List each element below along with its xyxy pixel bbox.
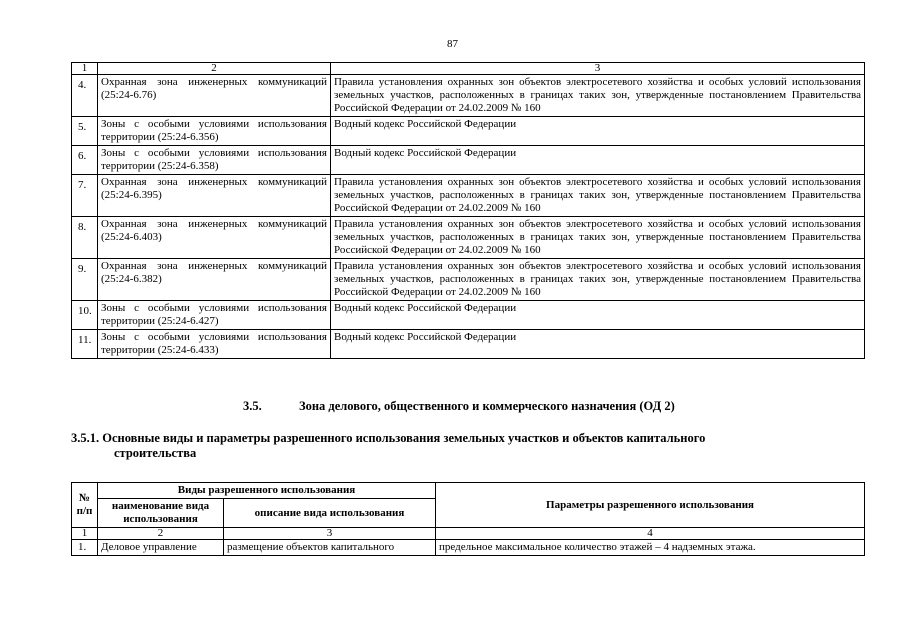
use-parameters: предельное максимальное количество этажей – 4 надземных этажа. bbox=[436, 540, 865, 556]
row-number: 7. bbox=[72, 175, 98, 217]
table-header-row bbox=[72, 483, 865, 499]
zone-name: Охранная зона инженерных коммуникаций (25:24-6.395) bbox=[98, 175, 331, 217]
zone-name: Охранная зона инженерных коммуникаций (25:24-6.382) bbox=[98, 259, 331, 301]
table-header-row bbox=[72, 63, 865, 75]
table-row bbox=[72, 217, 865, 259]
legal-basis: Водный кодекс Российской Федерации bbox=[331, 146, 865, 175]
header-kinds-of-use: Виды разрешенного использования bbox=[98, 483, 436, 499]
row-number: 5. bbox=[72, 117, 98, 146]
row-number: 8. bbox=[72, 217, 98, 259]
table-row bbox=[72, 330, 865, 359]
subsection-title-line1: Основные виды и параметры разрешенного использования земельных участков и объектов капитального bbox=[102, 431, 706, 445]
header-parameters: Параметры разрешенного использования bbox=[436, 483, 865, 528]
use-description: размещение объектов капитального bbox=[224, 540, 436, 556]
zone-name: Охранная зона инженерных коммуникаций (25:24-6.403) bbox=[98, 217, 331, 259]
table-row bbox=[72, 146, 865, 175]
column-number: 2 bbox=[98, 63, 331, 75]
subsection-title-line2: строительства bbox=[114, 446, 197, 460]
legal-basis: Водный кодекс Российской Федерации bbox=[331, 330, 865, 359]
subsection-number: 3.5.1. bbox=[71, 431, 100, 445]
header-kind-name: наименование вида использования bbox=[98, 499, 224, 528]
column-number: 4 bbox=[436, 528, 865, 540]
table-row bbox=[72, 540, 865, 556]
column-number: 2 bbox=[98, 528, 224, 540]
permitted-use-table bbox=[71, 482, 865, 556]
column-number: 1 bbox=[72, 528, 98, 540]
zone-name: Зоны с особыми условиями использования территории (25:24-6.356) bbox=[98, 117, 331, 146]
zone-name: Зоны с особыми условиями использования территории (25:24-6.433) bbox=[98, 330, 331, 359]
page-number: 87 bbox=[447, 38, 458, 50]
column-number: 1 bbox=[72, 63, 98, 75]
column-number: 3 bbox=[331, 63, 865, 75]
row-number: 1. bbox=[72, 540, 98, 556]
table-row bbox=[72, 75, 865, 117]
restrictions-table bbox=[71, 62, 865, 359]
legal-basis: Правила установления охранных зон объектов электросетевого хозяйства и особых условий использования земельных участков, расположенных в границах таких зон, утвержденные постановлением Правительства Российской Федерации от 24.02.2009 № 160 bbox=[331, 259, 865, 301]
header-kind-description: описание вида использования bbox=[224, 499, 436, 528]
zone-name: Зоны с особыми условиями использования территории (25:24-6.427) bbox=[98, 301, 331, 330]
zone-name: Зоны с особыми условиями использования территории (25:24-6.358) bbox=[98, 146, 331, 175]
column-number: 3 bbox=[224, 528, 436, 540]
table-row bbox=[72, 301, 865, 330]
legal-basis: Правила установления охранных зон объектов электросетевого хозяйства и особых условий использования земельных участков, расположенных в границах таких зон, утвержденные постановлением Правительства Российской Федерации от 24.02.2009 № 160 bbox=[331, 75, 865, 117]
table-row bbox=[72, 259, 865, 301]
section-title: Зона делового, общественного и коммерческого назначения (ОД 2) bbox=[299, 399, 675, 413]
row-number: 10. bbox=[72, 301, 98, 330]
legal-basis: Водный кодекс Российской Федерации bbox=[331, 301, 865, 330]
row-number: 9. bbox=[72, 259, 98, 301]
use-name: Деловое управление bbox=[98, 540, 224, 556]
table-row bbox=[72, 175, 865, 217]
table-row bbox=[72, 117, 865, 146]
zone-name: Охранная зона инженерных коммуникаций (25:24-6.76) bbox=[98, 75, 331, 117]
header-number: № п/п bbox=[72, 483, 98, 528]
section-number: 3.5. bbox=[243, 399, 262, 413]
legal-basis: Водный кодекс Российской Федерации bbox=[331, 117, 865, 146]
column-numbers-row bbox=[72, 528, 865, 540]
row-number: 11. bbox=[72, 330, 98, 359]
row-number: 4. bbox=[72, 75, 98, 117]
legal-basis: Правила установления охранных зон объектов электросетевого хозяйства и особых условий использования земельных участков, расположенных в границах таких зон, утвержденные постановлением Правительства Российской Федерации от 24.02.2009 № 160 bbox=[331, 217, 865, 259]
subsection-heading bbox=[71, 431, 861, 461]
legal-basis: Правила установления охранных зон объектов электросетевого хозяйства и особых условий использования земельных участков, расположенных в границах таких зон, утвержденные постановлением Правительства Российской Федерации от 24.02.2009 № 160 bbox=[331, 175, 865, 217]
row-number: 6. bbox=[72, 146, 98, 175]
